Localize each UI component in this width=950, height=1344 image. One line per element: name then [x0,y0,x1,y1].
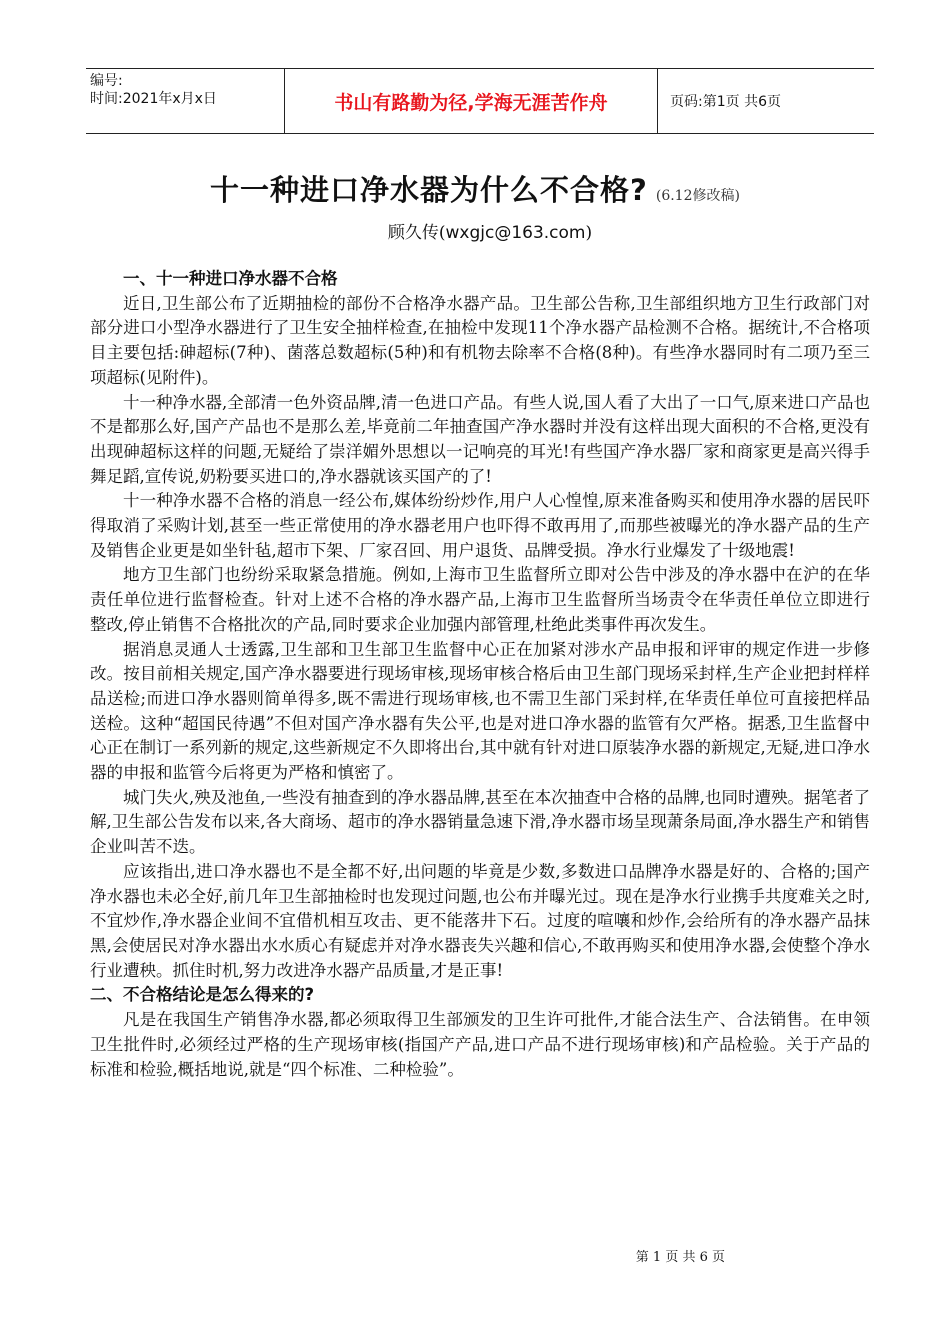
header-table [86,68,874,134]
paragraph: 凡是在我国生产销售净水器,都必须取得卫生部颁发的卫生许可批件,才能合法生产、合法销售。在申领卫生批件时,必须经过严格的生产现场审核(指国产产品,进口产品不进行现场审核)和产品检验。关于产品的标准和检验,概括地说,就是“四个标准、二种检验”。 [90,1010,870,1079]
header-page-info: 页码:第1页 共6页 [670,94,781,110]
paragraph: 地方卫生部门也纷纷采取紧急措施。例如,上海市卫生监督所立即对公告中涉及的净水器中在沪的在华责任单位进行监督检查。针对上述不合格的净水器产品,上海市卫生监督所当场责令在华责任单位立即进行整改,停止销售不合格批次的产品,同时要求企业加强内部管理,杜绝此类事件再次发生。 [90,565,870,634]
paragraph: 据消息灵通人士透露,卫生部和卫生部卫生监督中心正在加紧对涉水产品申报和评审的规定作进一步修改。按目前相关规定,国产净水器要进行现场审核,现场审核合格后由卫生部门现场采封样,生产企业把封样样品送检;而进口净水器则简单得多,既不需进行现场审核,也不需卫生部门采封样,在华责任单位可直接把样品送检。这种“超国民待遇”不但对国产净水器有失公平,也是对进口净水器的监管有欠严格。据悉,卫生监督中心正在制订一系列新的规定,这些新规定不久即将出台,其中就有针对进口原装净水器的新规定,无疑,进口净水器的申报和监管今后将更为严格和慎密了。 [90,639,870,783]
header-motto: 书山有路勤为径,学海无涯苦作舟 [284,69,658,133]
author-line [0,218,950,243]
paragraph: 近日,卫生部公布了近期抽检的部份不合格净水器产品。卫生部公告称,卫生部组织地方卫生行政部门对部分进口小型净水器进行了卫生安全抽样检查,在抽检中发现11个净水器产品检测不合格。据统计,不合格项目主要包括:砷超标(7种)、菌落总数超标(5种)和有机物去除率不合格(8种)。有些净水器同时有二项乃至三项超标(见附件)。 [90,293,870,387]
document-date-label: 时间:2021年x月x日 [90,91,217,107]
author-name: 顾久传( [387,223,446,243]
paragraph: 城门失火,殃及池鱼,一些没有抽查到的净水器品牌,甚至在本次抽查中合格的品牌,也同时遭殃。据笔者了解,卫生部公告发布以来,各大商场、超市的净水器销量急速下滑,净水器市场呈现萧条局面,净水器生产和销售企业叫苦不迭。 [90,787,870,857]
article-body [90,267,870,1082]
title-revision-note: (6.12修改稿) [655,188,740,204]
paragraph: 应该指出,进口净水器也不是全都不好,出问题的毕竟是少数,多数进口品牌净水器是好的、合格的;国产净水器也未必全好,前几年卫生部抽检时也发现过问题,也公布并曝光过。现在是净水行业携手共度难关之时,不宜炒作,净水器企业间不宜借机相互攻击、更不能落井下石。过度的喧嚷和炒作,会给所有的净水器产品抹黑,会使居民对净水器出水水质心有疑虑并对净水器丧失兴趣和信心,不敢再购买和使用净水器,会使整个净水行业遭秧。抓住时机,努力改进净水器产品质量,才是正事! [90,861,870,980]
header-meta [86,69,284,133]
page-title: 十一种进口净水器为什么不合格? [210,173,648,207]
section-heading-2: 二、不合格结论是怎么得来的? [90,985,315,1005]
author-email: wxgjc@163.com [445,223,586,243]
section-heading-1: 一、十一种进口净水器不合格 [123,269,338,288]
title-block [0,168,950,209]
paragraph: 十一种净水器,全部清一色外资品牌,清一色进口产品。有些人说,国人看了大出了一口气,原来进口产品也不是都那么好,国产产品也不是那么差,毕竟前二年抽查国产净水器时并没有这样出现大面积的不合格,更没有出现砷超标这样的问题,无疑给了崇洋媚外思想以一记响亮的耳光!有些国产净水器厂家和商家更是高兴得手舞足蹈,宣传说,奶粉要买进口的,净水器就该买国产的了! [90,392,870,486]
author-end: ) [585,223,593,243]
paragraph: 十一种净水器不合格的消息一经公布,媒体纷纷炒作,用户人心惶惶,原来准备购买和使用净水器的居民吓得取消了采购计划,甚至一些正常使用的净水器老用户也吓得不敢再用了,而那些被曝光的净水器产品的生产及销售企业更是如坐针毡,超市下架、厂家召回、用户退货、品牌受损。净水行业爆发了十级地震! [90,491,870,560]
page-footer: 第 1 页 共 6 页 [635,1250,725,1265]
document-number-label: 编号: [90,73,123,89]
